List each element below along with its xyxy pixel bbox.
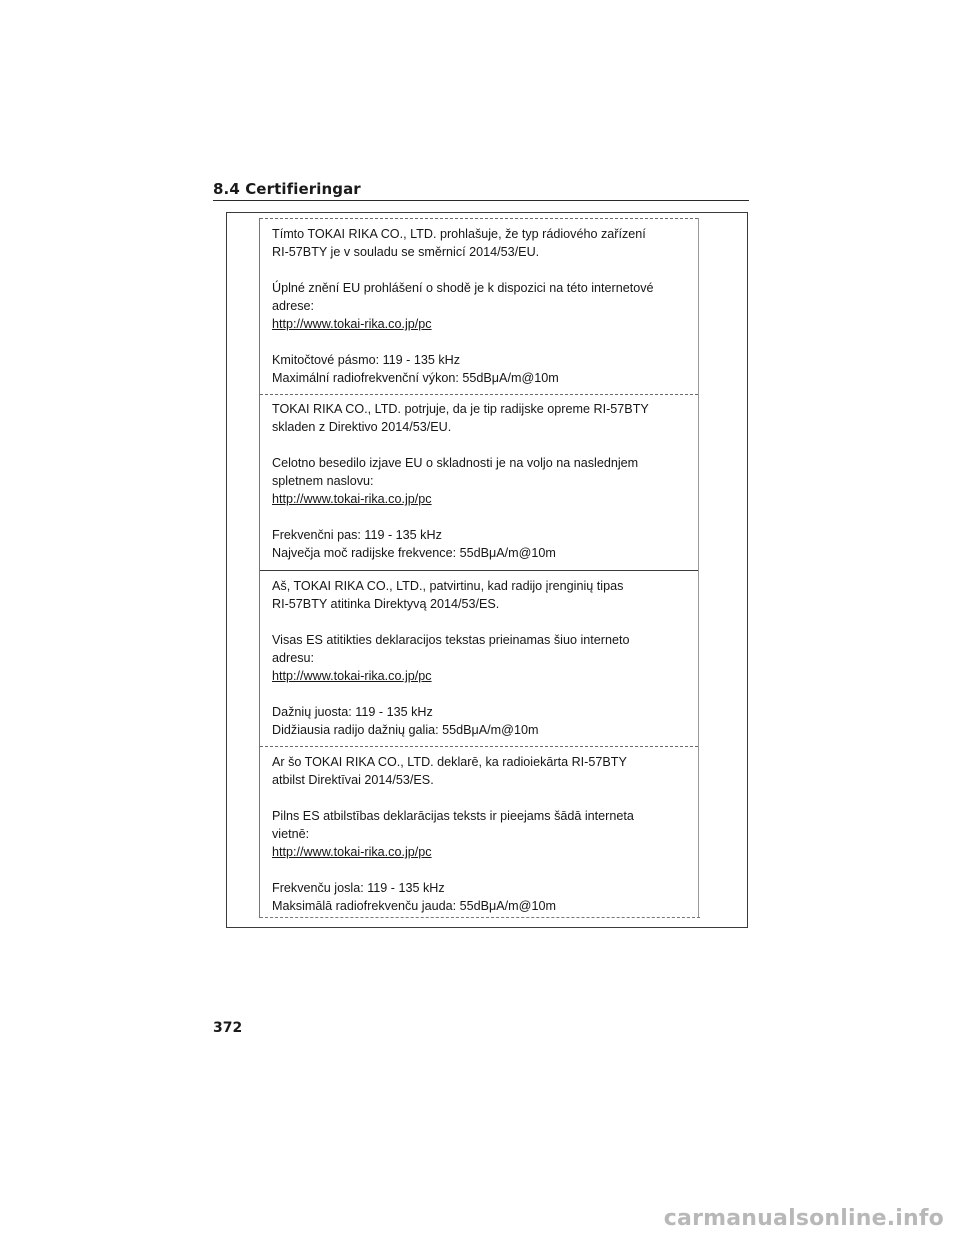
availability-line: adrese: — [272, 299, 315, 313]
declaration-line: Aš, TOKAI RIKA CO., LTD., patvirtinu, kad radijo įrenginių tipas — [272, 579, 624, 593]
availability-line: Celotno besedilo izjave EU o skladnosti je na voljo na naslednjem — [272, 456, 639, 470]
declaration-url-link[interactable]: http://www.tokai-rika.co.jp/pc — [272, 669, 432, 683]
declaration-url-link[interactable]: http://www.tokai-rika.co.jp/pc — [272, 492, 432, 506]
section-header — [213, 180, 749, 201]
frequency-band-line: Dažnių juosta: 119 - 135 kHz — [272, 705, 433, 719]
availability-line: Úplné znění EU prohlášení o shodě je k dispozici na této internetové — [272, 281, 654, 295]
availability-line: Visas ES atitikties deklaracijos tekstas prieinamas šiuo interneto — [272, 633, 630, 647]
max-power-line: Didžiausia radijo dažnių galia: 55dBμA/m@10m — [272, 723, 539, 737]
frequency-band-line: Frekvenčni pas: 119 - 135 kHz — [272, 528, 442, 542]
availability-line: spletnem naslovu: — [272, 474, 374, 488]
declaration-block-lithuanian — [260, 570, 698, 739]
max-power-line: Maximální radiofrekvenční výkon: 55dBμA/m@10m — [272, 371, 559, 385]
declaration-url-link[interactable]: http://www.tokai-rika.co.jp/pc — [272, 845, 432, 859]
availability-line: adresu: — [272, 651, 315, 665]
declaration-line: Tímto TOKAI RIKA CO., LTD. prohlašuje, že typ rádiového zařízení — [272, 227, 646, 241]
declaration-block-latvian — [260, 746, 698, 915]
declaration-box — [259, 218, 699, 918]
declaration-line: RI-57BTY atitinka Direktyvą 2014/53/ES. — [272, 597, 500, 611]
page-number: 372 — [213, 1020, 243, 1036]
declaration-line: skladen z Direktivo 2014/53/EU. — [272, 420, 452, 434]
availability-line: vietnē: — [272, 827, 310, 841]
section-title: 8.4 Certifieringar — [213, 180, 361, 198]
availability-line: Pilns ES atbilstības deklarācijas teksts ir pieejams šādā interneta — [272, 809, 634, 823]
declaration-line: RI-57BTY je v souladu se směrnicí 2014/53/EU. — [272, 245, 540, 259]
frequency-band-line: Kmitočtové pásmo: 119 - 135 kHz — [272, 353, 461, 367]
declaration-url-link[interactable]: http://www.tokai-rika.co.jp/pc — [272, 317, 432, 331]
declaration-block-slovenian — [260, 394, 698, 562]
declaration-line: Ar šo TOKAI RIKA CO., LTD. deklarē, ka radioiekārta RI-57BTY — [272, 755, 627, 769]
bottom-divider — [260, 917, 700, 918]
max-power-line: Maksimālā radiofrekvenču jauda: 55dBμA/m@10m — [272, 899, 556, 913]
max-power-line: Največja moč radijske frekvence: 55dBμA/m@10m — [272, 546, 556, 560]
site-watermark: carmanualsonline.info — [663, 1206, 944, 1231]
declaration-line: atbilst Direktīvai 2014/53/ES. — [272, 773, 434, 787]
frequency-band-line: Frekvenču josla: 119 - 135 kHz — [272, 881, 445, 895]
declaration-line: TOKAI RIKA CO., LTD. potrjuje, da je tip radijske opreme RI-57BTY — [272, 402, 649, 416]
declaration-block-czech — [260, 218, 698, 387]
